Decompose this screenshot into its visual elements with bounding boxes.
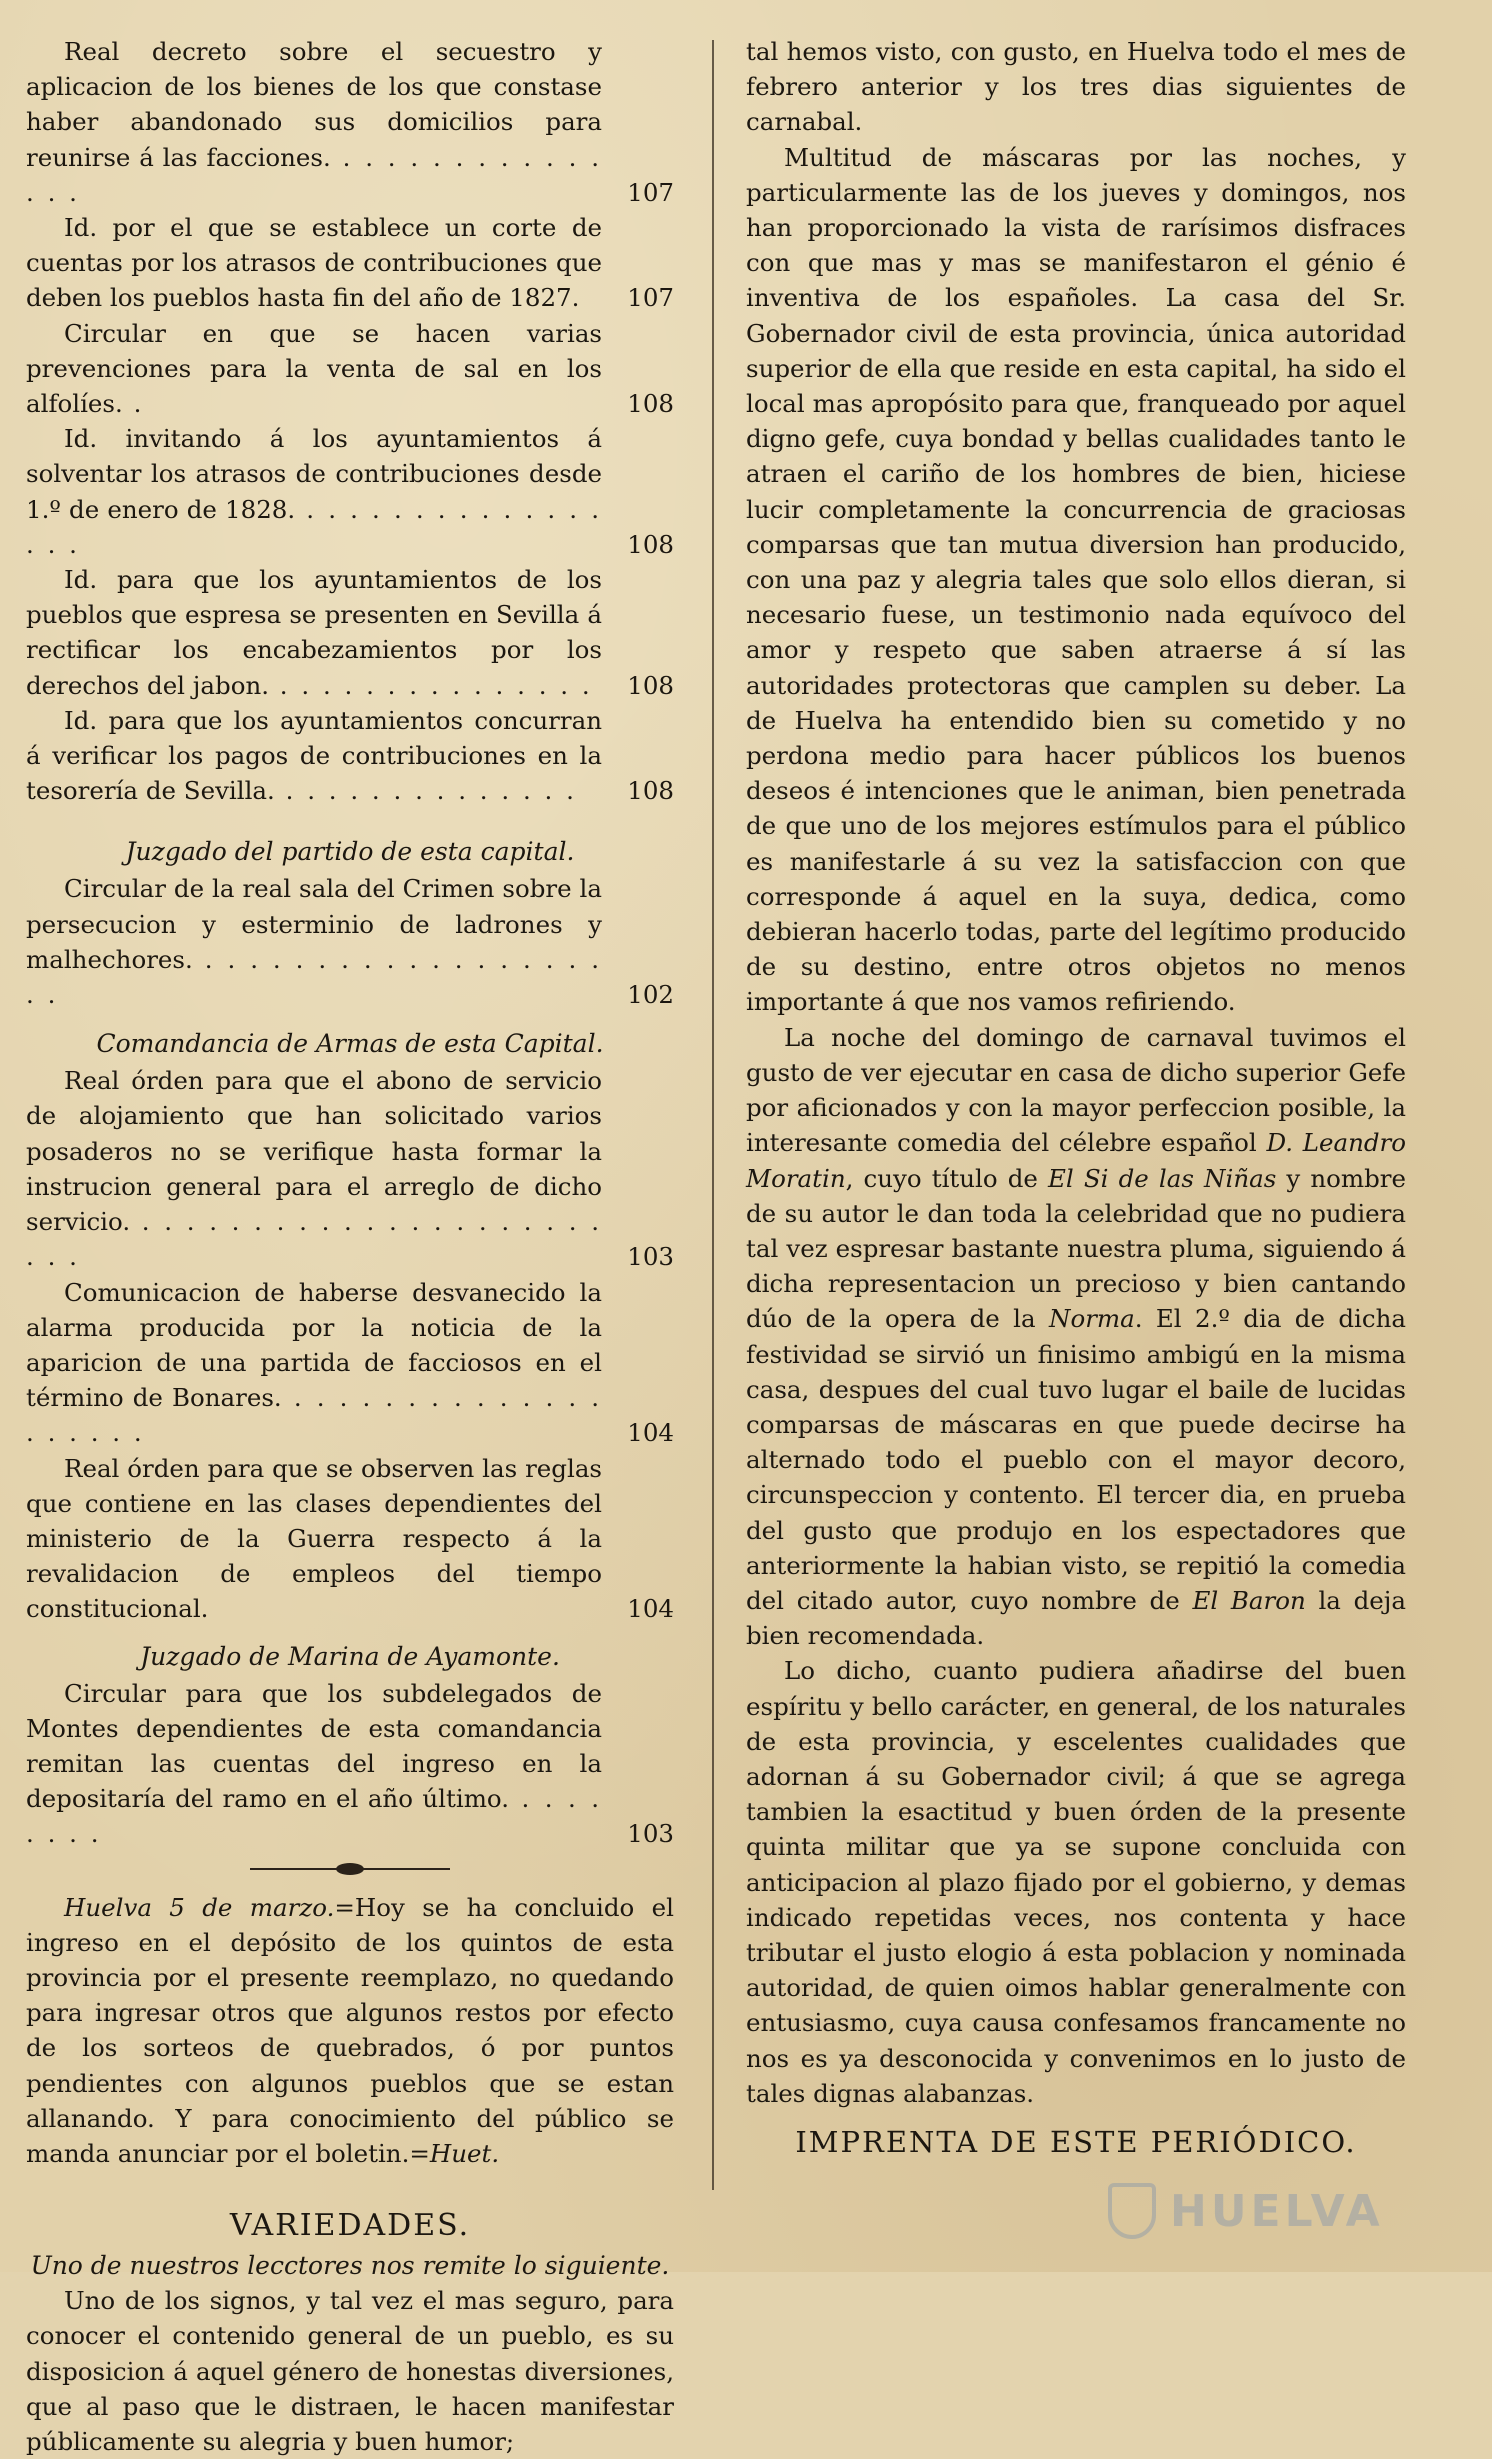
page-number: 108 [627, 670, 674, 700]
page-number: 108 [627, 389, 674, 419]
huelva-notice: Huelva 5 de marzo.=Hoy se ha concluido el ingreso en el depósito de los quintos de esta provincia por el presente reemplazo, no quedando para ingresar otros que algunos restos por efecto de los sorteos de quebrados, ó por puntos pendientes con algunos pueblos que se estan allanando. Y para conocimiento del público se manda anunciar por el boletin.=Huet. [26, 1892, 674, 2168]
article-paragraph: Lo dicho, cuanto pudiera añadirse del buen espíritu y bello carácter, en general, de los naturales de esta provincia, y escelentes cualidades que adornan á su Gobernador civil; á que se agrega tambien la esactitud y buen órden de la presente quinta militar que ya se supone concluida con anticipacion al plazo fijado por el gobierno, y demas indicado repetidas veces, nos contenta y hace tributar el justo elogio á esta poblacion y nominada autoridad, de quien oimos hablar generalmente con entusiasmo, cuya causa confesamos francamente no nos es ya desconocida y convenimos en lo justo de tales dignas alabanzas. [746, 1656, 1406, 2108]
page-number: 103 [627, 1242, 674, 1272]
huelva-watermark: HUELVA [1108, 2176, 1428, 2246]
variedades-subtitle: Uno de nuestros lecctores nos remite lo siguiente. [30, 2251, 670, 2281]
page-number: 102 [627, 980, 674, 1010]
page-number: 103 [627, 1819, 674, 1849]
index-entry: Comunicacion de haberse desvanecido la alarma producida por la noticia de la aparicion de una partida de facciosos en el término de Bonares. . . . . . . . . . . . . . . . . . . . . 104 [26, 1275, 674, 1451]
printer-footer: IMPRENTA DE ESTE PERIÓDICO. [795, 2124, 1357, 2159]
index-entry: Real órden para que se observen las reglas que contiene en las clases dependientes del ministerio de la Guerra respecto á la revalidacion de empleos del tiempo constitucional. 104 [26, 1451, 674, 1627]
article-paragraph: La noche del domingo de carnaval tuvimos el gusto de ver ejecutar en casa de dicho superior Gefe por aficionados y con la mayor perfeccion posible, la interesante comedia del célebre español D. Leandro Moratin, cuyo título de El Si de las Niñas y nombre de su autor le dan toda la celebridad que no pudiera tal vez espresar bastante nuestra pluma, siguiendo á dicha representacion un precioso y bien cantando dúo de la opera de la Norma. El 2.º dia de dicha festividad se sirvió un finisimo ambigú en la misma casa, despues del cual tuvo lugar el baile de lucidas comparsas de máscaras en que puede decirse ha alternado todo el pueblo con el mayor decoro, circunspeccion y contento. El tercer dia, en prueba del gusto que produjo en los espectadores que anteriormente la habian visto, se repitió la comedia del citado autor, cuyo nombre de El Baron la deja bien recomendada. [746, 1022, 1407, 1651]
index-entry: Id. para que los ayuntamientos concurran á verificar los pagos de contribuciones en la tesorería de Sevilla. . . . . . . . . . . . . . . 108 [26, 703, 674, 809]
right-column [746, 34, 1406, 2159]
section-heading-marina: Juzgado de Marina de Ayamonte. [140, 1641, 560, 1671]
section-heading-comandancia: Comandancia de Armas de esta Capital. [96, 1029, 604, 1059]
variedades-paragraph: Uno de los signos, y tal vez el mas seguro, para conocer el contenido general de un pueblo, es su disposicion á aquel género de honestas diversiones, que al paso que le distraen, le hacen manifestar públicamente su alegria y buen humor; [26, 2286, 674, 2456]
index-entry: Real decreto sobre el secuestro y aplicacion de los bienes de los que constase haber abandonado sus domicilios para reunirse á las facciones. . . . . . . . . . . . . . . . 107 [26, 34, 674, 210]
opera-title: Norma [1049, 1304, 1135, 1334]
article-paragraph: Multitud de máscaras por las noches, y particularmente las de los jueves y domingos, nos han proporcionado la vista de rarísimos disfraces con que mas y mas se manifestaron el génio é inventiva de los españoles. La casa del Sr. Gobernador civil de esta provincia, única autoridad superior de ella que reside en esta capital, ha sido el local mas apropósito para que, franqueado por aquel digno gefe, cuya bondad y bellas cualidades tanto le atraen el cariño de los hombres de bien, hiciese lucir completamente la concurrencia de graciosas comparsas que tan mutua diversion han producido, con una paz y alegria tales que solo ellos dieran, si necesario fuese, un testimonio nada equívoco del amor y respeto que saben atraerse á sí las autoridades protectoras que camplen su deber. La de Huelva ha entendido bien su cometido y no perdona medio para hacer públicos los buenos deseos é intenciones que le animan, bien penetrada de que uno de los mejores estímulos para el público es manifestarle á su vez la satisfaccion con que corresponde á aquel en la suya, dedica, como debieran hacerlo todas, parte del legítimo producido de su destino, entre otros objetos no menos importante á que nos vamos refiriendo. [746, 142, 1406, 1017]
column-divider [712, 40, 714, 2190]
play-title: El Si de las Niñas [1048, 1163, 1277, 1193]
author-name: D. Leandro Moratin [746, 1128, 1406, 1193]
article-paragraph: tal hemos visto, con gusto, en Huelva todo el mes de febrero anterior y los tres dias siguientes de carnabal. [746, 37, 1406, 137]
index-entry: Circular en que se hacen varias prevenciones para la venta de sal en los alfolíes. . 108 [26, 316, 674, 422]
shield-icon [1108, 2183, 1156, 2239]
page-number: 104 [627, 1418, 674, 1448]
variedades-title: VARIEDADES. [229, 2208, 471, 2244]
index-entry: Circular de la real sala del Crimen sobre la persecucion y esterminio de ladrones y malhechores. . . . . . . . . . . . . . . . . . . . . 102 [26, 871, 674, 1012]
page-number: 108 [627, 776, 674, 806]
page-number: 108 [627, 529, 674, 559]
left-column [26, 34, 674, 2459]
index-entry: Id. por el que se establece un corte de cuentas por los atrasos de contribuciones que deben los pueblos hasta fin del año de 1827. 107 [26, 210, 674, 316]
page-number: 107 [627, 283, 674, 313]
notice-signature: Huet. [429, 2138, 500, 2168]
index-entry: Real órden para que el abono de servicio de alojamiento que han solicitado varios posaderos no se verifique hasta formar la instrucion general para el arreglo de dicho servicio. . . . . . . . . . . . . . . . . . . . . . . . . 103 [26, 1063, 674, 1274]
notice-body: Hoy se ha concluido el ingreso en el depósito de los quintos de esta provincia por el presente reemplazo, no quedando para ingresar otros que algunos restos por efecto de los sorteos de quebrados, ó por puntos pendientes con algunos pueblos que se estan allanando. Y para conocimiento del público se manda anunciar por el boletin. [26, 1892, 674, 2168]
index-entry: Circular para que los subdelegados de Montes dependientes de esta comandancia remitan las cuentas del ingreso en la depositaría del ramo en el año último. . . . . . . . . 103 [26, 1676, 674, 1852]
notice-dateline: Huelva 5 de marzo. [64, 1892, 335, 1922]
index-list-top [26, 34, 674, 808]
play-title: El Baron [1192, 1585, 1306, 1615]
index-entry: Id. invitando á los ayuntamientos á solventar los atrasos de contribuciones desde 1.º de enero de 1828. . . . . . . . . . . . . . . . . . 108 [26, 421, 674, 562]
section-heading-juzgado: Juzgado del partido de esta capital. [125, 837, 575, 867]
page-number: 107 [627, 177, 674, 207]
index-entry: Id. para que los ayuntamientos de los pueblos que espresa se presenten en Sevilla á rectificar los encabezamientos por los derechos del jabon. . . . . . . . . . . . . . . . 108 [26, 562, 674, 703]
page-number: 104 [627, 1594, 674, 1624]
ornamental-rule [250, 1868, 450, 1870]
